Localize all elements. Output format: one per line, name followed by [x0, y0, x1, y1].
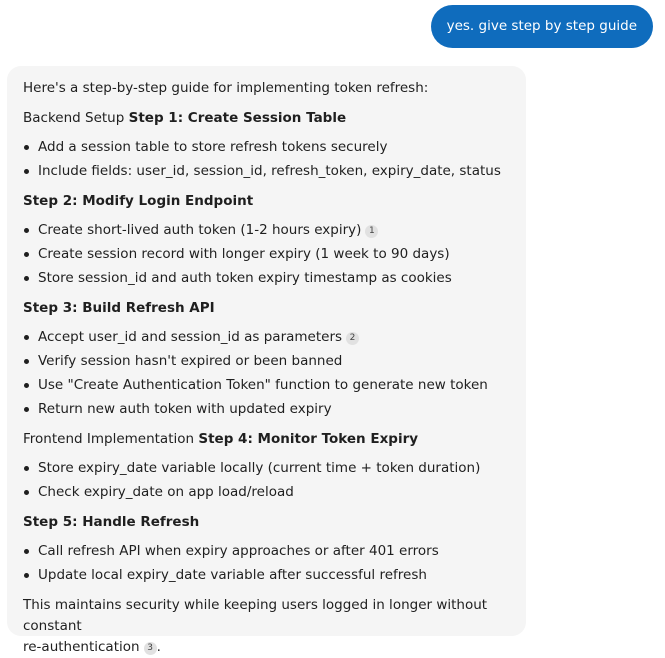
list-item-text: Verify session hasn't expired or been banned [38, 353, 343, 369]
list-item [23, 220, 516, 240]
list-item [23, 161, 516, 181]
list-item-text: Use "Create Authentication Token" function to generate new token [38, 377, 488, 393]
list-item [23, 244, 516, 264]
step3-list [23, 327, 516, 419]
conclusion-text [23, 595, 516, 658]
user-message-bubble [431, 5, 653, 48]
section-label-backend: Backend Setup [23, 110, 129, 126]
step2-heading [23, 191, 516, 211]
step5-heading [23, 512, 516, 532]
bullet-icon [24, 573, 29, 578]
bullet-icon [24, 407, 29, 412]
list-item-text: Check expiry_date on app load/reload [38, 484, 294, 500]
citation-badge-2[interactable]: 2 [346, 332, 359, 345]
bullet-icon [24, 490, 29, 495]
bullet-icon [24, 359, 29, 364]
list-item [23, 458, 516, 478]
list-item-text: Update local expiry_date variable after successful refresh [38, 567, 427, 583]
citation-badge-3[interactable]: 3 [144, 642, 157, 655]
intro-line: Here's a step-by-step guide for implementing token refresh: [23, 80, 429, 96]
list-item-text: Call refresh API when expiry approaches or after 401 errors [38, 543, 439, 559]
bullet-icon [24, 252, 29, 257]
bullet-icon [24, 383, 29, 388]
bullet-icon [24, 228, 29, 233]
list-item-text: Include fields: user_id, session_id, refresh_token, expiry_date, status [38, 163, 501, 179]
list-item-text: Add a session table to store refresh tokens securely [38, 139, 388, 155]
list-item [23, 375, 516, 395]
step2-title: Step 2: Modify Login Endpoint [23, 193, 254, 209]
bullet-icon [24, 549, 29, 554]
intro-text [23, 78, 516, 98]
conclusion-period: . [156, 639, 161, 655]
bullet-icon [24, 145, 29, 150]
list-item [23, 268, 516, 288]
list-item [23, 482, 516, 502]
list-item [23, 327, 516, 347]
step1-list [23, 137, 516, 181]
bullet-icon [24, 169, 29, 174]
citation-badge-1[interactable]: 1 [365, 225, 378, 238]
step1-title: Step 1: Create Session Table [128, 110, 347, 126]
list-item-text: Store expiry_date variable locally (current time + token duration) [38, 460, 481, 476]
list-item-text: Create short-lived auth token (1-2 hours expiry) [38, 222, 362, 238]
step3-heading [23, 298, 516, 318]
conclusion-line-1: This maintains security while keeping users logged in longer without constant [23, 597, 488, 634]
step2-list [23, 220, 516, 288]
conclusion-line-2: re-authentication [23, 639, 140, 655]
list-item [23, 137, 516, 157]
step4-heading [23, 429, 516, 449]
step5-title: Step 5: Handle Refresh [23, 514, 200, 530]
user-message-text: yes. give step by step guide [446, 18, 637, 34]
section-label-frontend: Frontend Implementation [23, 431, 199, 447]
list-item [23, 565, 516, 585]
list-item-text: Create session record with longer expiry (1 week to 90 days) [38, 246, 450, 262]
list-item-text: Store session_id and auth token expiry timestamp as cookies [38, 270, 452, 286]
list-item [23, 399, 516, 419]
assistant-message-bubble [7, 66, 526, 655]
step4-title: Step 4: Monitor Token Expiry [198, 431, 419, 447]
list-item [23, 351, 516, 371]
list-item [23, 541, 516, 561]
step4-list [23, 458, 516, 502]
step3-title: Step 3: Build Refresh API [23, 300, 215, 316]
list-item-text: Accept user_id and session_id as parameters [38, 329, 343, 345]
step5-list [23, 541, 516, 585]
bullet-icon [24, 276, 29, 281]
bullet-icon [24, 466, 29, 471]
bullet-icon [24, 335, 29, 340]
list-item-text: Return new auth token with updated expiry [38, 401, 332, 417]
step1-heading [23, 108, 516, 128]
